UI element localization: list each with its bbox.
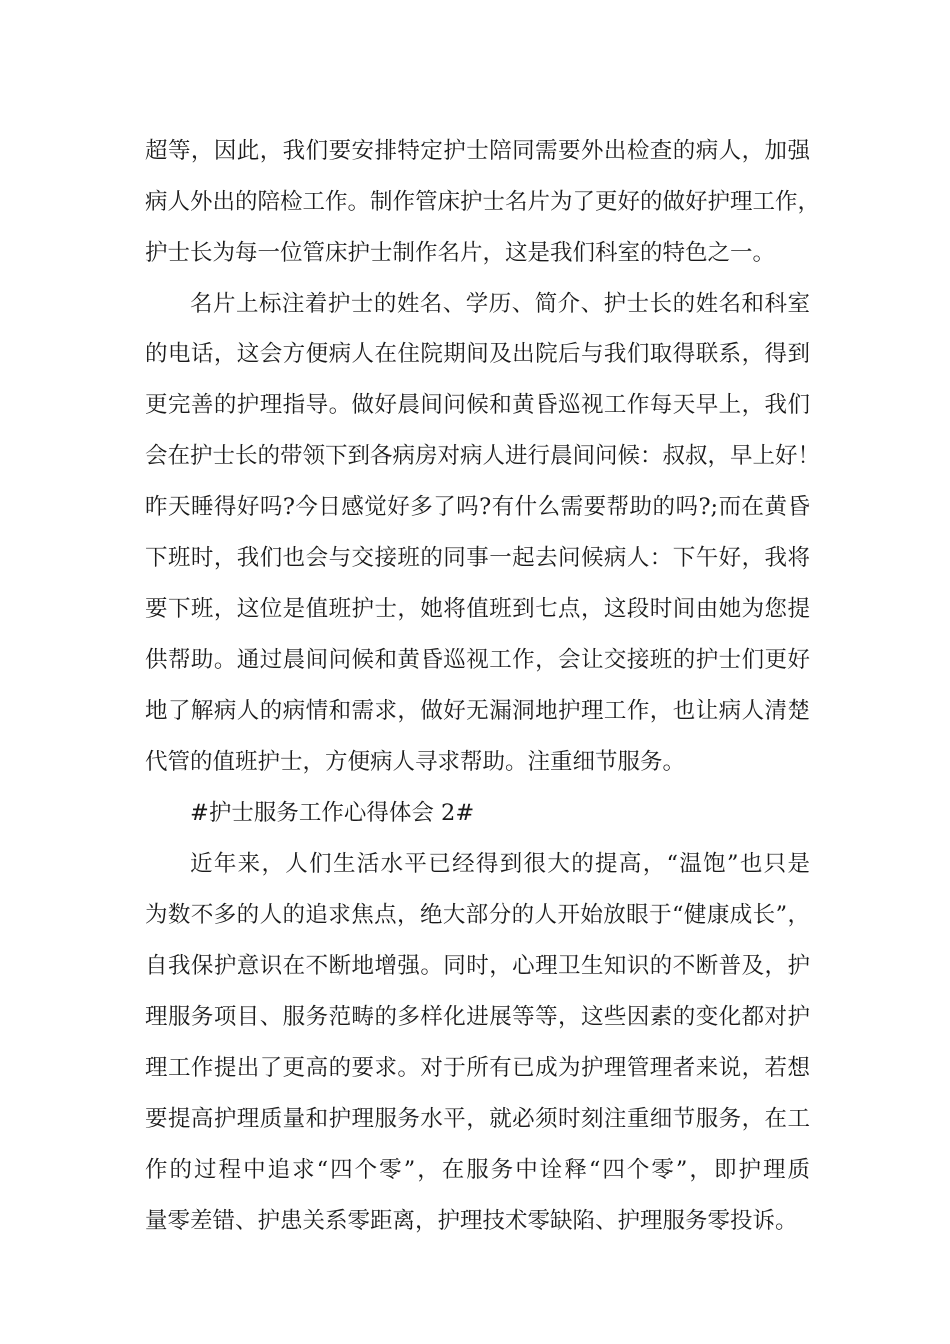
text-line: 代管的值班护士，方便病人寻求帮助。注重细节服务。 xyxy=(145,749,686,775)
text-line: 量零差错、护患关系零距离，护理技术零缺陷、护理服务零投诉。 xyxy=(145,1208,798,1234)
text-line: 昨天睡得好吗?今日感觉好多了吗?有什么需要帮助的吗?;而在黄昏 xyxy=(145,494,810,520)
text-line: 地了解病人的病情和需求，做好无漏洞地护理工作，也让病人清楚 xyxy=(145,698,810,724)
paragraph-first-line: 名片上标注着护士的姓名、学历、简介、护士长的姓名和科室 xyxy=(190,291,810,317)
text-line: 要提高护理质量和护理服务水平，就必须时刻注重细节服务，在工 xyxy=(145,1106,810,1132)
text-line: 要下班，这位是值班护士，她将值班到七点，这段时间由她为您提 xyxy=(145,596,810,622)
text-line: 理服务项目、服务范畴的多样化进展等等，这些因素的变化都对护 xyxy=(145,1004,810,1030)
text-line: 更完善的护理指导。做好晨间问候和黄昏巡视工作每天早上，我们 xyxy=(145,392,810,418)
text-line: 病人外出的陪检工作。制作管床护士名片为了更好的做好护理工作， xyxy=(145,189,821,215)
paragraph-first-line: 近年来，人们生活水平已经得到很大的提高，“温饱”也只是 xyxy=(190,851,810,877)
text-line: 供帮助。通过晨间问候和黄昏巡视工作，会让交接班的护士们更好 xyxy=(145,647,810,673)
text-line: 理工作提出了更高的要求。对于所有已成为护理管理者来说，若想 xyxy=(145,1055,810,1081)
text-line: 会在护士长的带领下到各病房对病人进行晨间问候：叔叔，早上好！ xyxy=(145,443,821,469)
text-line: 护士长为每一位管床护士制作名片，这是我们科室的特色之一。 xyxy=(145,240,776,266)
text-line: 作的过程中追求“四个零”，在服务中诠释“四个零”，即护理质 xyxy=(145,1157,810,1183)
section-heading: #护士服务工作心得体会 2# xyxy=(190,800,475,826)
text-line: 下班时，我们也会与交接班的同事一起去问候病人：下午好，我将 xyxy=(145,545,810,571)
text-line: 自我保护意识在不断地增强。同时，心理卫生知识的不断普及，护 xyxy=(145,953,810,979)
text-line: 的电话，这会方便病人在住院期间及出院后与我们取得联系，得到 xyxy=(145,341,810,367)
text-line: 超等，因此，我们要安排特定护士陪同需要外出检查的病人，加强 xyxy=(145,138,810,164)
text-line: 为数不多的人的追求焦点，绝大部分的人开始放眼于“健康成长”， xyxy=(145,902,810,928)
